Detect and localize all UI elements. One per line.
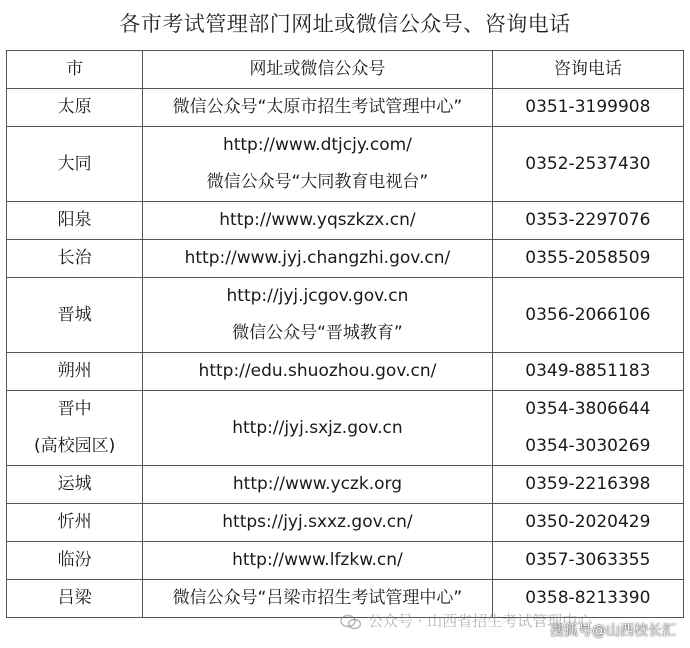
site-cell xyxy=(143,391,493,466)
contact-table xyxy=(6,50,684,618)
header-site: 网址或微信公众号 xyxy=(143,51,493,89)
site-cell xyxy=(143,504,493,542)
site-cell xyxy=(143,202,493,240)
watermark-text: 公众号 · 山西省招生考试管理中心 xyxy=(368,612,593,630)
phone-text: 0355-2058509 xyxy=(525,248,651,268)
phone-cell xyxy=(492,466,683,504)
site-text[interactable]: https://jyj.sxxz.gov.cn/ xyxy=(222,512,413,532)
city-text: 运城 xyxy=(57,474,92,494)
header-phone: 咨询电话 xyxy=(492,51,683,89)
city-text: 临汾 xyxy=(57,550,92,570)
site-cell xyxy=(143,278,493,353)
site-text[interactable]: http://edu.shuozhou.gov.cn/ xyxy=(198,361,437,381)
phone-text: 0358-8213390 xyxy=(525,588,651,608)
site-cell xyxy=(143,89,493,127)
table-row xyxy=(7,391,684,466)
city-cell xyxy=(7,240,143,278)
phone-text: 0356-2066106 xyxy=(525,304,651,325)
site-text[interactable]: http://www.yczk.org xyxy=(232,474,402,494)
site-cell xyxy=(143,127,493,202)
site-text[interactable]: http://jyj.sxjz.gov.cn xyxy=(232,417,403,438)
site-cell xyxy=(143,240,493,278)
phone-text: 0351-3199908 xyxy=(525,97,651,117)
table-row xyxy=(7,202,684,240)
table-row xyxy=(7,127,684,202)
site-text: 微信公众号“大同教育电视台” xyxy=(206,172,429,192)
site-text: 微信公众号“晋城教育” xyxy=(232,323,403,343)
city-cell xyxy=(7,504,143,542)
site-text[interactable]: http://jyj.jcgov.gov.cn xyxy=(226,286,409,306)
header-city: 市 xyxy=(7,51,143,89)
city-text: 阳泉 xyxy=(57,210,92,230)
phone-cell xyxy=(492,391,683,466)
table-row xyxy=(7,504,684,542)
city-text: 晋城 xyxy=(57,304,92,325)
table-row xyxy=(7,466,684,504)
site-text[interactable]: http://www.yqszkzx.cn/ xyxy=(219,210,416,230)
city-text: 大同 xyxy=(57,153,92,174)
table-row xyxy=(7,278,684,353)
city-cell xyxy=(7,580,143,618)
wechat-icon xyxy=(340,614,362,630)
city-cell xyxy=(7,89,143,127)
city-cell xyxy=(7,391,143,466)
city-text: 晋中 xyxy=(57,399,92,419)
site-text[interactable]: http://www.jyj.changzhi.gov.cn/ xyxy=(184,248,451,268)
table-header-row xyxy=(7,51,684,89)
city-text: 长治 xyxy=(57,248,92,268)
page-title: 各市考试管理部门网址或微信公众号、咨询电话 xyxy=(119,12,571,36)
site-cell xyxy=(143,542,493,580)
source-credit: 搜狐号@山西校长汇 xyxy=(550,623,676,639)
site-text: 微信公众号“吕梁市招生考试管理中心” xyxy=(172,588,463,608)
phone-cell xyxy=(492,89,683,127)
city-cell xyxy=(7,278,143,353)
site-text[interactable]: http://www.dtjcjy.com/ xyxy=(222,135,412,155)
city-cell xyxy=(7,127,143,202)
phone-text: 0359-2216398 xyxy=(525,474,651,494)
phone-cell xyxy=(492,202,683,240)
phone-text: 0357-3063355 xyxy=(525,550,651,570)
phone-text: 0349-8851183 xyxy=(525,361,651,381)
city-text: 朔州 xyxy=(57,361,92,381)
table-row xyxy=(7,89,684,127)
site-text: 微信公众号“太原市招生考试管理中心” xyxy=(172,97,463,117)
city-text: 太原 xyxy=(57,97,92,117)
phone-text: 0354-3030269 xyxy=(525,436,651,456)
city-cell xyxy=(7,202,143,240)
site-cell xyxy=(143,466,493,504)
city-text: (高校园区) xyxy=(33,436,116,456)
site-cell xyxy=(143,353,493,391)
city-text: 吕梁 xyxy=(57,588,92,608)
phone-cell xyxy=(492,278,683,353)
phone-cell xyxy=(492,240,683,278)
city-text: 忻州 xyxy=(57,512,92,532)
table-row xyxy=(7,240,684,278)
site-text[interactable]: http://www.lfzkw.cn/ xyxy=(232,550,403,570)
table-row xyxy=(7,542,684,580)
city-cell xyxy=(7,542,143,580)
phone-text: 0352-2537430 xyxy=(525,153,651,174)
phone-text: 0353-2297076 xyxy=(525,210,651,230)
phone-text: 0354-3806644 xyxy=(525,399,651,419)
city-cell xyxy=(7,466,143,504)
phone-cell xyxy=(492,542,683,580)
phone-cell xyxy=(492,127,683,202)
phone-cell xyxy=(492,504,683,542)
phone-text: 0350-2020429 xyxy=(525,512,651,532)
phone-cell xyxy=(492,353,683,391)
table-row xyxy=(7,353,684,391)
city-cell xyxy=(7,353,143,391)
